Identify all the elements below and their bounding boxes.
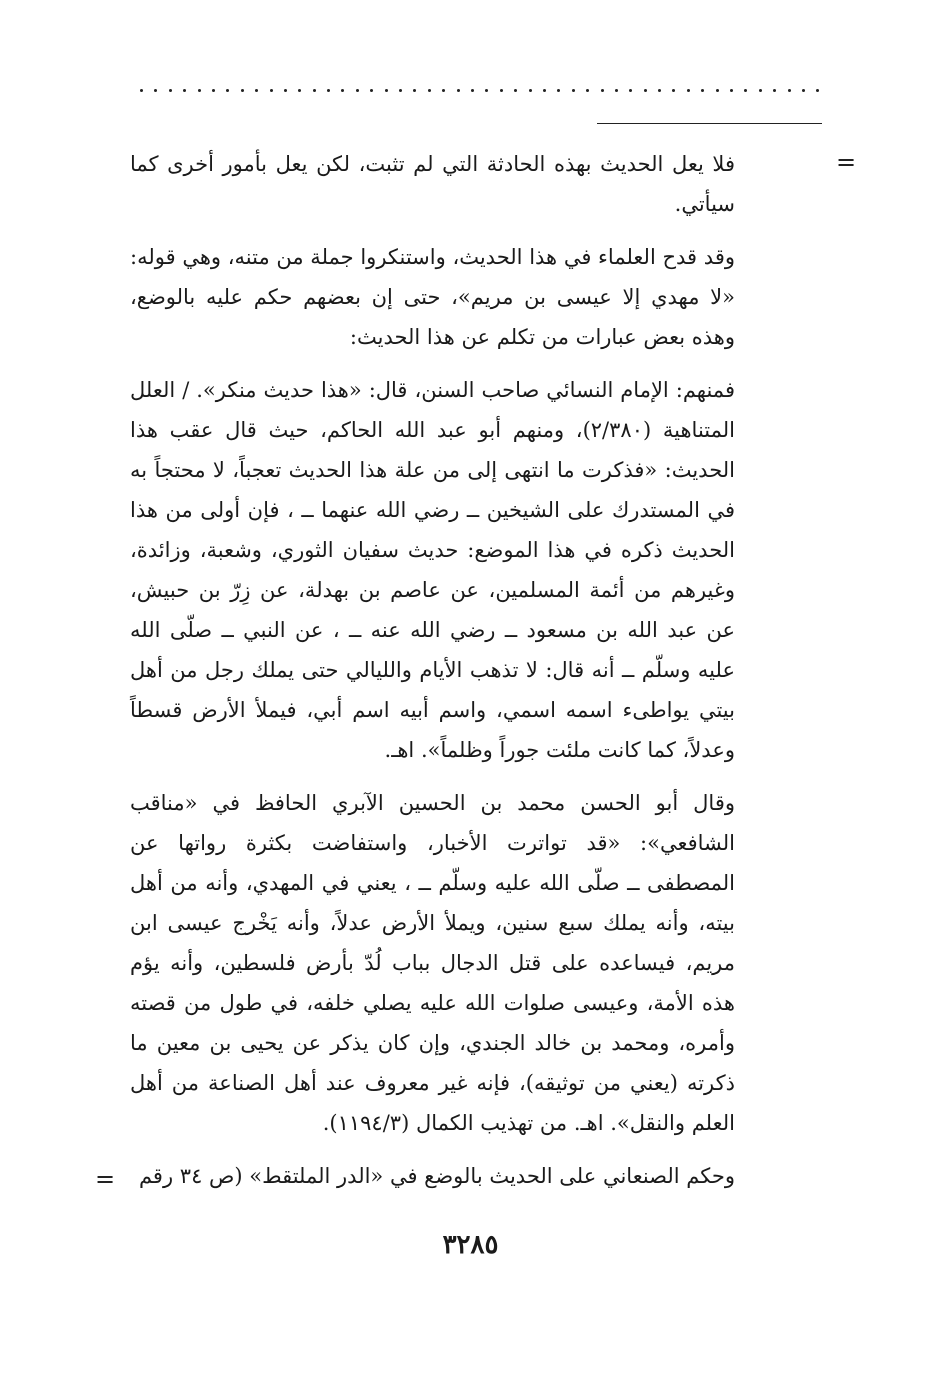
dotted-separator (140, 80, 820, 100)
footnote-paragraph: فمنهم: الإمام النسائي صاحب السنن، قال: «هذا حديث منكر». / العلل المتناهية (٢/٣٨٠)، ومنهم أبو عبد الله الحاكم، حيث قال عقب هذا الحديث: «فذكرت ما انتهى إلى من علة هذا الحديث تعجباً، لا محتجاً به في المستدرك على الشيخين ــ رضي الله عنهما ــ ، فإن أولى من هذا الحديث ذكره في هذا الموضع: حديث سفيان الثوري، وشعبة، وزائدة، وغيرهم من أئمة المسلمين، عن عاصم بن بهدلة، عن زِرّ بن حبيش، عن عبد الله بن مسعود ــ رضي الله عنه ــ ، عن النبي ــ صلّى الله عليه وسلّم ــ أنه قال: لا تذهب الأيام والليالي حتى يملك رجل من أهل بيتي يواطىء اسمه اسمي، واسم أبيه اسم أبي، فيملأ الأرض قسطاً وعدلاً، كما كانت ملئت جوراً وظلماً». اهـ. (130, 378, 735, 762)
footnote-text (130, 144, 735, 1209)
continues-mark: = (95, 1165, 116, 1193)
page-number: ٣٢٨٥ (442, 1230, 499, 1260)
footnote-paragraph: وحكم الصنعاني على الحديث بالوضع في «الدر الملتقط» (ص ٣٤ رقم (138, 1164, 735, 1188)
continuation-mark: = (836, 148, 857, 176)
footnote-rule (597, 123, 822, 124)
footnote-paragraph: وقد قدح العلماء في هذا الحديث، واستنكروا جملة من متنه، وهي قوله: «لا مهدي إلا عيسى بن مريم»، حتى إن بعضهم حكم عليه بالوضع، وهذه بعض عبارات من تكلم عن هذا الحديث: (130, 245, 735, 349)
footnote-paragraph: فلا يعل الحديث بهذه الحادثة التي لم تثبت، لكن يعل بأمور أخرى كما سيأتي. (130, 152, 735, 216)
footnote-paragraph: وقال أبو الحسن محمد بن الحسين الآبري الحافظ في «مناقب الشافعي»: «قد تواترت الأخبار، واستفاضت بكثرة رواتها عن المصطفى ــ صلّى الله عليه وسلّم ــ ، يعني في المهدي، وأنه من أهل بيته، وأنه يملك سبع سنين، ويملأ الأرض عدلاً، وأنه يَخْرج عيسى ابن مريم، فيساعده على قتل الدجال بباب لُدّ بأرض فلسطين، وأنه يؤم هذه الأمة، وعيسى صلوات الله عليه يصلي خلفه، في طول من قصته وأمره، ومحمد بن خالد الجندي، وإن كان يذكر عن يحيى بن معين ما ذكرته (يعني من توثيقه)، فإنه غير معروف عند أهل الصناعة من أهل العلم والنقل». اهـ. من تهذيب الكمال (١١٩٤/٣). (130, 791, 735, 1135)
